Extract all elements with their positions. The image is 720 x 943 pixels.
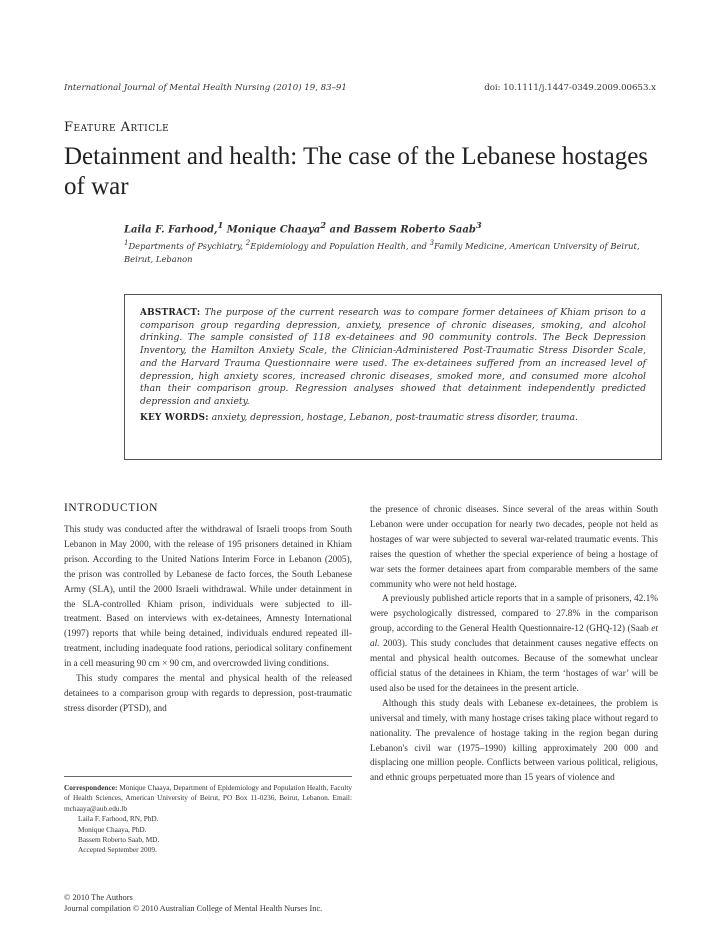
author-name: Laila F. Farhood, xyxy=(124,224,218,236)
author-info-line: Bassem Roberto Saab, MD. xyxy=(78,835,160,845)
body-paragraph: This study was conducted after the withdrawal of Israeli troops from South Lebanon in May 2000, with the release of 195 prisoners detained in Khiam prison. According to the United Nations Interim Force in Lebanon (2005), the prison was controlled by Lebanese de facto forces, the South Lebanese Army (SLA), until the 2000 Israeli withdrawal. While under detainment in the SLA-controlled Khiam prison, individuals were subjected to ill-treatment. Based on interviews with ex-detainees, Amnesty International (1997) reports that while being detained, individuals endured repeated ill-treatment, including inadequate food rations, periodical solitary confinement in a cell measuring 90 cm × 90 cm, and overcrowded living conditions. xyxy=(64,525,352,670)
keywords-text: anxiety, depression, hostage, Lebanon, post-traumatic stress disorder, trauma. xyxy=(211,411,578,423)
correspondence-text: Monique Chaaya, Department of Epidemiology and Population Health, Faculty of Health Sciences, American University of Beirut, PO Box 11-0236, Beirut, Lebanon. Email: mchaaya@aub.edu.lb xyxy=(64,783,352,813)
body-text: 2003). This study concludes that detainment causes negative effects on mental and physical health outcomes. Because of the somewhat unclear official status of the detainees in Khiam, the term ‘hostages of war’ will be used also be used for the detainees in the present article. xyxy=(370,639,658,694)
affiliation-mark: 2 xyxy=(245,239,251,247)
right-column xyxy=(370,503,658,786)
author-list xyxy=(124,220,482,235)
correspondence-note xyxy=(64,783,352,856)
author-affiliation-mark: 2 xyxy=(320,220,326,230)
author-info-line: Laila F. Farhood, RN, PhD. xyxy=(78,814,159,824)
body-paragraph xyxy=(370,592,658,696)
journal-citation: International Journal of Mental Health Nursing (2010) 19, 83–91 xyxy=(64,83,347,93)
body-paragraph: Although this study deals with Lebanese ex-detainees, the problem is universal and timely, with many hostage crises taking place without regard to nationality. The prevalence of hostage taking in the region began during Lebanon's civil war (1975–1990) killing approximately 200 000 and displacing one million people. Conflicts between various political, religious, and ethnic groups perpetuated more than 15 years of violence and xyxy=(370,698,658,784)
copyright-footer xyxy=(64,892,322,914)
left-column xyxy=(64,523,352,717)
author-info-line: Monique Chaaya, PhD. xyxy=(78,824,147,834)
affiliation-text: Family Medicine, American University of Beirut, Beirut, Lebanon xyxy=(124,240,640,264)
affiliations xyxy=(124,237,664,266)
abstract-label: ABSTRACT: xyxy=(140,308,201,318)
correspondence-paragraph xyxy=(64,783,352,814)
correspondence-label: Correspondence: xyxy=(64,783,118,792)
abstract-box xyxy=(124,294,662,460)
copyright-line: Journal compilation © 2010 Australian College of Mental Health Nurses Inc. xyxy=(64,904,323,913)
affiliation-text: Departments of Psychiatry, xyxy=(128,240,246,251)
author-name: Monique Chaaya xyxy=(226,224,321,236)
author-affiliation-mark: 1 xyxy=(217,220,224,230)
affiliation-text: Epidemiology and Population Health, and xyxy=(250,240,430,251)
author-name: Bassem Roberto Saab xyxy=(353,224,476,236)
introduction-heading: INTRODUCTION xyxy=(64,502,159,514)
author-affiliation-mark: 3 xyxy=(475,220,482,230)
article-title: Detainment and health: The case of the Lebanese hostages of war xyxy=(64,143,649,200)
body-paragraph: This study compares the mental and physical health of the released detainees to a comparison group with regards to depression, post-traumatic stress disorder (PTSD), and xyxy=(64,674,352,714)
abstract-text: The purpose of the current research was to compare former detainees of Khiam prison to a comparison group regarding depression, anxiety, presence of chronic diseases, smoking, and alcohol drinking. The sample consisted of 118 ex-detainees and 90 community controls. The Beck Depression Inventory, the Hamilton Anxiety Scale, the Clinician-Administered Post-Traumatic Stress Disorder Scale, and the Harvard Trauma Questionnaire were used. The ex-detainees suffered from an increased level of depression, high anxiety scores, increased chronic diseases, smoked more, and consumed more alcohol than their comparison group. Regression analyses showed that detainment independently predicted depression and anxiety. xyxy=(140,307,646,407)
author-separator: and xyxy=(326,224,354,236)
body-paragraph: the presence of chronic diseases. Since several of the areas within South Lebanon were under occupation for nearly two decades, people not held as hostages of war were subjected to several war-related traumatic events. This raises the question of whether the special experience of being a hostage of war sets the former detainees apart from comparable members of the same community who were not held hostage. xyxy=(370,505,658,590)
footnote-divider xyxy=(64,776,352,777)
keywords-label: KEY WORDS: xyxy=(140,412,209,423)
keywords-paragraph xyxy=(140,412,646,425)
affiliation-mark: 3 xyxy=(429,239,435,247)
affiliation-mark: 1 xyxy=(124,239,129,247)
section-label: Feature Article xyxy=(64,120,170,135)
doi: doi: 10.1111/j.1447-0349.2009.00653.x xyxy=(484,83,656,93)
author-info-line: Accepted September 2009. xyxy=(78,845,157,855)
copyright-line: © 2010 The Authors xyxy=(64,893,133,902)
abstract-paragraph xyxy=(140,307,646,409)
body-text: A previously published article reports that in a sample of prisoners, 42.1% were psychologically distressed, compared to 27.8% in the comparison group, according to the General Health Questionnaire-12 (GHQ-12) (Saab xyxy=(370,594,659,635)
body-text-italic: et al. xyxy=(370,624,658,650)
